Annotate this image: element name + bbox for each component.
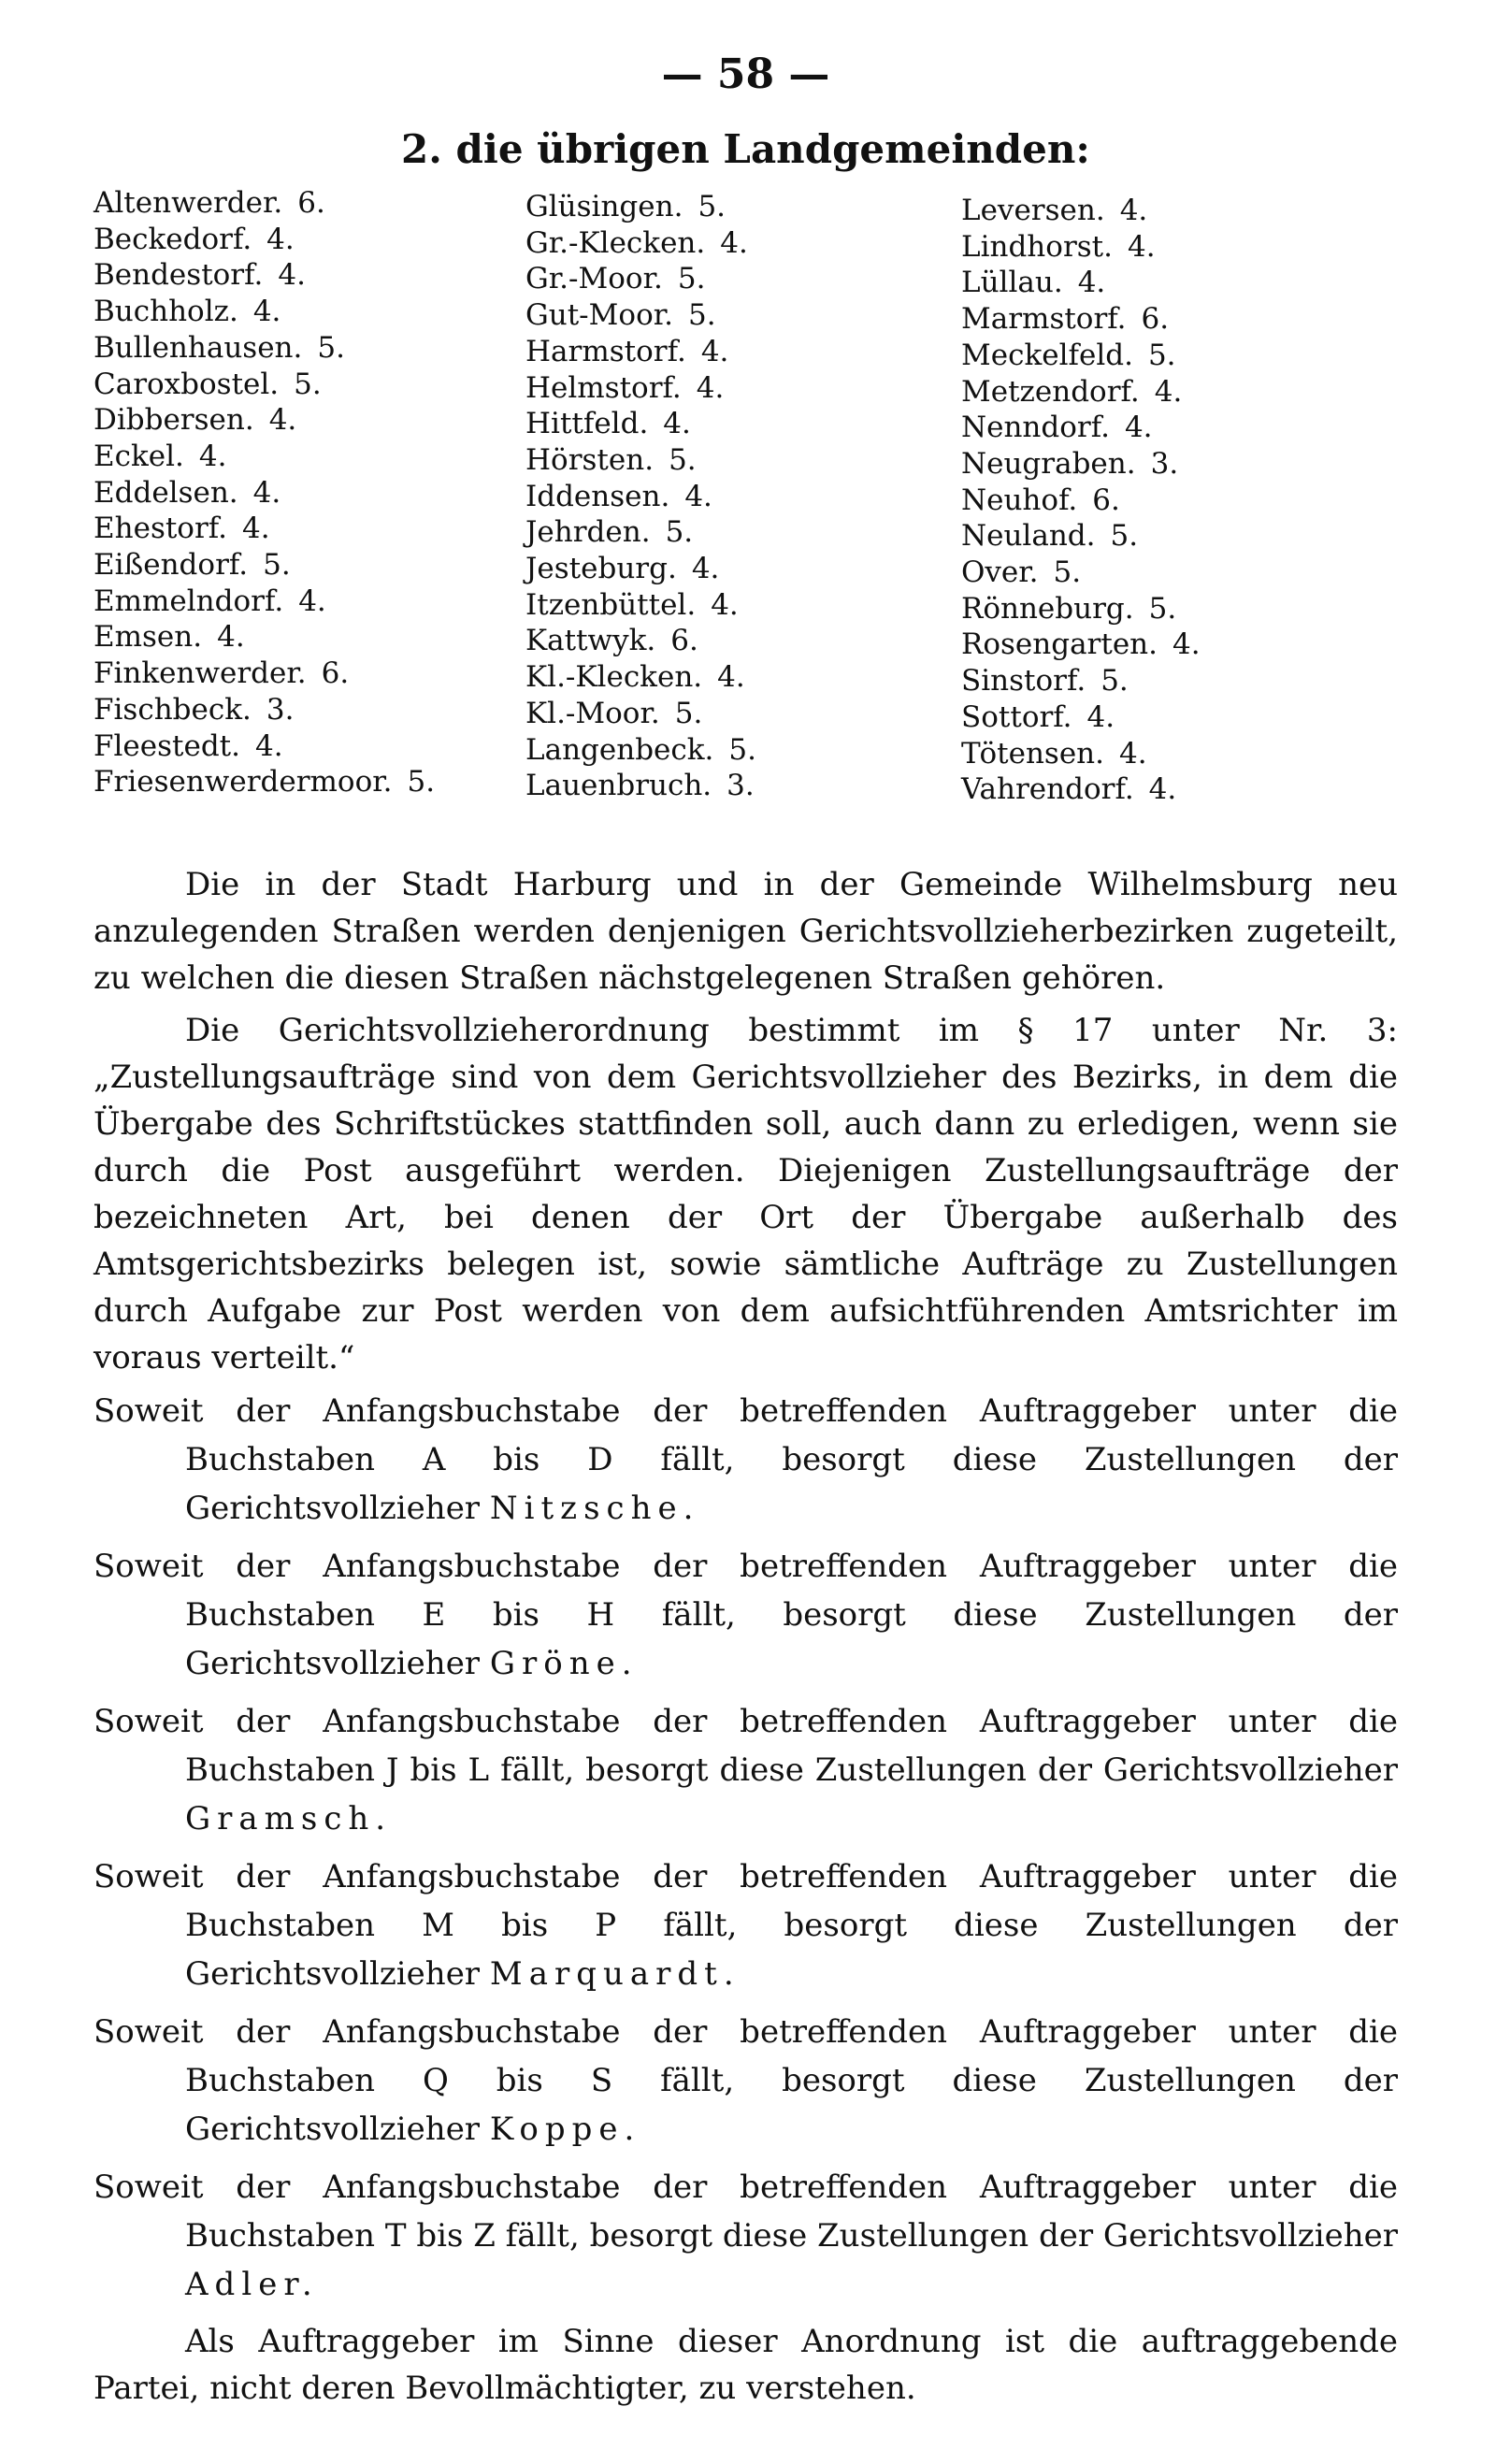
bailiff-name: Nitzsche.: [489, 1490, 700, 1527]
village-entry: [94, 584, 435, 620]
village-entry: [525, 225, 756, 262]
village-columns: [94, 185, 1398, 826]
village-district-number: 4.: [1172, 627, 1201, 662]
village-name: Lauenbruch.: [525, 769, 712, 803]
village-name: Sinstorf.: [961, 664, 1086, 699]
village-district-number: 4.: [663, 407, 691, 441]
village-entry: [525, 768, 756, 804]
village-district-number: 4.: [1154, 374, 1183, 409]
village-name: Bullenhausen.: [94, 330, 303, 365]
village-entry: [961, 229, 1201, 266]
paragraph-closing: Als Auftraggeber im Sinne dieser Anordnung ist die auftraggebende Partei, nicht deren Bevollmächtigter, zu verstehen.: [94, 2323, 1398, 2407]
village-name: Harmstorf.: [525, 334, 686, 368]
village-district-number: 5.: [665, 515, 694, 550]
village-name: Hittfeld.: [525, 407, 649, 441]
body-text: [94, 861, 1398, 2412]
village-district-number: 4.: [266, 222, 295, 256]
village-entry: [94, 764, 435, 800]
village-district-number: 4.: [1124, 411, 1153, 445]
assignment-text: Soweit der Anfangsbuchstabe der betreffenden Auftraggeber unter die Buchstaben J bis L fällt, besorgt diese Zustellungen der Gerichtsvollzieher: [94, 1703, 1398, 1789]
village-district-number: 5.: [1100, 664, 1129, 699]
village-entry: [961, 410, 1201, 446]
village-entry: [961, 301, 1201, 338]
village-name: Kl.-Klecken.: [525, 660, 703, 695]
village-entry: [525, 297, 756, 334]
village-name: Bendestorf.: [94, 258, 264, 293]
village-entry: [525, 370, 756, 407]
assignment-paragraph: [94, 2163, 1398, 2309]
village-district-number: 6.: [670, 624, 698, 658]
village-district-number: 3.: [266, 692, 295, 727]
village-name: Eißendorf.: [94, 548, 249, 583]
village-district-number: 4.: [1077, 266, 1106, 300]
village-entry: [94, 475, 435, 512]
village-name: Finkenwerder.: [94, 656, 307, 691]
village-name: Lindhorst.: [961, 229, 1113, 264]
bailiff-name: Marquardt.: [489, 1955, 741, 1993]
village-name: Jehrden.: [525, 515, 651, 550]
village-entry: [961, 699, 1201, 736]
village-district-number: 5.: [688, 298, 716, 333]
village-district-number: 5.: [263, 548, 291, 583]
village-name: Vahrendorf.: [961, 772, 1134, 807]
village-name: Buchholz.: [94, 295, 238, 329]
village-district-number: 4.: [278, 258, 306, 293]
village-name: Hörsten.: [525, 442, 654, 477]
village-name: Friesenwerdermoor.: [94, 765, 393, 800]
section-heading: 2. die übrigen Landgemeinden:: [401, 126, 1090, 172]
village-entry: [961, 591, 1201, 627]
village-name: Emsen.: [94, 620, 203, 655]
village-entry: [961, 736, 1201, 772]
village-district-number: 4.: [252, 475, 281, 510]
assignment-paragraph: [94, 1542, 1398, 1688]
village-entry: [525, 551, 756, 587]
bailiff-name: Gröne.: [489, 1645, 639, 1682]
village-name: Jesteburg.: [525, 552, 677, 586]
village-district-number: 5.: [674, 696, 703, 730]
village-name: Langenbeck.: [525, 732, 714, 767]
bailiff-name: Adler.: [185, 2266, 319, 2303]
village-name: Gut-Moor.: [525, 298, 673, 333]
village-district-number: 6.: [1141, 302, 1170, 337]
village-name: Eckel.: [94, 439, 184, 473]
village-entry: [525, 261, 756, 297]
village-name: Caroxbostel.: [94, 367, 280, 401]
village-name: Altenwerder.: [94, 186, 283, 220]
village-district-number: 5.: [698, 190, 726, 223]
village-entry: [525, 659, 756, 696]
village-district-number: 4.: [298, 584, 326, 618]
assignment-text: Soweit der Anfangsbuchstabe der betreffenden Auftraggeber unter die Buchstaben T bis Z fällt, besorgt diese Zustellungen der Gerichtsvollzieher: [94, 2169, 1398, 2255]
village-name: Glüsingen.: [525, 190, 683, 223]
village-name: Over.: [961, 555, 1039, 590]
village-district-number: 5.: [728, 732, 756, 767]
village-entry: [525, 406, 756, 442]
village-name: Meckelfeld.: [961, 338, 1133, 372]
village-entry: [94, 185, 435, 222]
assignment-paragraph: [94, 1697, 1398, 1843]
village-entry: [961, 771, 1201, 808]
village-district-number: 4.: [1119, 736, 1147, 771]
village-name: Helmstorf.: [525, 370, 682, 405]
village-district-number: 5.: [1110, 519, 1139, 554]
village-district-number: 4.: [1086, 699, 1115, 734]
village-entry: [961, 265, 1201, 301]
assignment-list: [94, 1387, 1398, 2309]
bailiff-name: Gramsch.: [185, 1800, 393, 1837]
village-district-number: 6.: [1092, 483, 1120, 517]
village-name: Dibbersen.: [94, 403, 254, 438]
village-district-number: 4.: [252, 295, 281, 329]
village-entry: [94, 222, 435, 258]
village-district-number: 4.: [711, 587, 739, 622]
village-district-number: 5.: [407, 765, 436, 800]
village-district-number: 4.: [684, 479, 712, 513]
village-name: Iddensen.: [525, 479, 670, 513]
village-name: Eddelsen.: [94, 475, 238, 510]
village-district-number: 5.: [1053, 555, 1082, 590]
village-entry: [94, 511, 435, 547]
village-district-number: 4.: [198, 439, 227, 473]
village-name: Marmstorf.: [961, 302, 1127, 337]
village-district-number: 3.: [726, 769, 755, 803]
village-name: Ehestorf.: [94, 512, 228, 546]
assignment-text: Soweit der Anfangsbuchstabe der betreffenden Auftraggeber unter die Buchstaben Q bis S fällt, besorgt diese Zustellungen der Gerichtsvollzieher: [94, 2013, 1398, 2148]
village-entry: [94, 619, 435, 656]
village-district-number: 5.: [669, 442, 697, 477]
village-entry: [525, 189, 756, 225]
village-name: Neuland.: [961, 519, 1096, 554]
village-entry: [525, 587, 756, 624]
village-entry: [961, 374, 1201, 411]
village-name: Rönneburg.: [961, 591, 1134, 626]
village-name: Gr.-Klecken.: [525, 225, 706, 260]
village-district-number: 4.: [691, 552, 720, 586]
village-name: Fischbeck.: [94, 692, 252, 727]
village-name: Kattwyk.: [525, 624, 656, 658]
village-entry: [94, 547, 435, 584]
village-district-number: 4.: [242, 512, 270, 546]
village-entry: [94, 257, 435, 294]
village-entry: [961, 193, 1201, 229]
assignment-paragraph: [94, 1387, 1398, 1533]
village-entry: [94, 728, 435, 765]
village-entry: [525, 334, 756, 370]
village-district-number: 5.: [677, 262, 706, 296]
village-entry: [525, 696, 756, 732]
village-name: Rosengarten.: [961, 627, 1158, 662]
village-entry: [94, 402, 435, 439]
assignment-paragraph: [94, 2008, 1398, 2154]
paragraph-new-streets: Die in der Stadt Harburg und in der Gemeinde Wilhelmsburg neu anzulegenden Straßen werden denjenigen Gerichtsvollzieherbezirken zugeteilt, zu welchen die diesen Straßen nächstgelegenen Straßen gehören.: [94, 866, 1398, 997]
village-name: Metzendorf.: [961, 374, 1140, 409]
village-entry: [961, 627, 1201, 663]
village-name: Sottorf.: [961, 699, 1072, 734]
village-entry: [961, 338, 1201, 374]
village-entry: [525, 623, 756, 659]
village-name: Tötensen.: [961, 736, 1104, 771]
village-name: Neugraben.: [961, 446, 1136, 481]
village-name: Itzenbüttel.: [525, 587, 697, 622]
village-entry: [94, 330, 435, 367]
village-district-number: 4.: [268, 403, 297, 438]
village-entry: [961, 483, 1201, 519]
village-name: Neuhof.: [961, 483, 1078, 517]
assignment-paragraph: [94, 1852, 1398, 1998]
village-entry: [961, 555, 1201, 591]
village-entry: [525, 732, 756, 769]
village-name: Gr.-Moor.: [525, 262, 663, 296]
village-entry: [961, 663, 1201, 699]
village-district-number: 5.: [1148, 591, 1177, 626]
village-entry: [525, 479, 756, 515]
village-district-number: 6.: [297, 186, 325, 220]
village-district-number: 4.: [217, 620, 245, 655]
village-name: Fleestedt.: [94, 728, 240, 763]
village-name: Nenndorf.: [961, 411, 1110, 445]
village-district-number: 5.: [294, 367, 322, 401]
village-entry: [525, 442, 756, 479]
bailiff-name: Koppe.: [489, 2111, 641, 2148]
village-district-number: 5.: [1147, 338, 1176, 372]
village-entry: [94, 692, 435, 728]
village-name: Beckedorf.: [94, 222, 252, 256]
village-name: Kl.-Moor.: [525, 696, 660, 730]
assignment-text: Soweit der Anfangsbuchstabe der betreffenden Auftraggeber unter die Buchstaben A bis D fällt, besorgt diese Zustellungen der Gerichtsvollzieher: [94, 1392, 1398, 1527]
village-district-number: 4.: [1127, 229, 1156, 264]
village-entry: [94, 367, 435, 403]
paragraph-regulation-quote: Die Gerichtsvollzieherordnung bestimmt im § 17 unter Nr. 3: „Zustellungsaufträge sind von dem Gerichtsvollzieher des Bezirks, in dem die Übergabe des Schriftstückes stattfinden soll, auch dann zu erledigen, wenn sie durch die Post ausgeführt werden. Diejenigen Zustellungsaufträge der bezeichneten Art, bei denen der Ort der Übergabe außerhalb des Amtsgerichtsbezirks belegen ist, sowie sämtliche Aufträge zu Zustellungen durch Aufgabe zur Post werden von dem aufsichtführenden Amtsrichter im voraus verteilt.“: [94, 1012, 1398, 1376]
village-name: Emmelndorf.: [94, 584, 284, 618]
village-column-1: [94, 185, 435, 800]
village-entry: [961, 518, 1201, 555]
village-district-number: 6.: [321, 656, 350, 691]
village-district-number: 4.: [1148, 772, 1177, 807]
page-number: — 58 —: [661, 50, 830, 98]
village-entry: [94, 294, 435, 330]
village-column-2: [525, 189, 756, 804]
village-district-number: 3.: [1150, 446, 1179, 481]
village-name: Lüllau.: [961, 266, 1063, 300]
village-entry: [525, 514, 756, 551]
village-district-number: 5.: [317, 330, 345, 365]
village-entry: [94, 656, 435, 692]
assignment-text: Soweit der Anfangsbuchstabe der betreffenden Auftraggeber unter die Buchstaben M bis P fällt, besorgt diese Zustellungen der Gerichtsvollzieher: [94, 1858, 1398, 1993]
village-district-number: 4.: [254, 728, 283, 763]
village-district-number: 4.: [700, 334, 729, 368]
village-district-number: 4.: [717, 660, 745, 695]
village-column-3: [961, 193, 1201, 808]
village-district-number: 4.: [720, 225, 748, 260]
village-district-number: 4.: [1119, 194, 1148, 227]
village-entry: [961, 446, 1201, 483]
assignment-text: Soweit der Anfangsbuchstabe der betreffenden Auftraggeber unter die Buchstaben E bis H fällt, besorgt diese Zustellungen der Gerichtsvollzieher: [94, 1548, 1398, 1682]
village-district-number: 4.: [696, 370, 725, 405]
village-name: Leversen.: [961, 194, 1105, 227]
village-entry: [94, 439, 435, 475]
